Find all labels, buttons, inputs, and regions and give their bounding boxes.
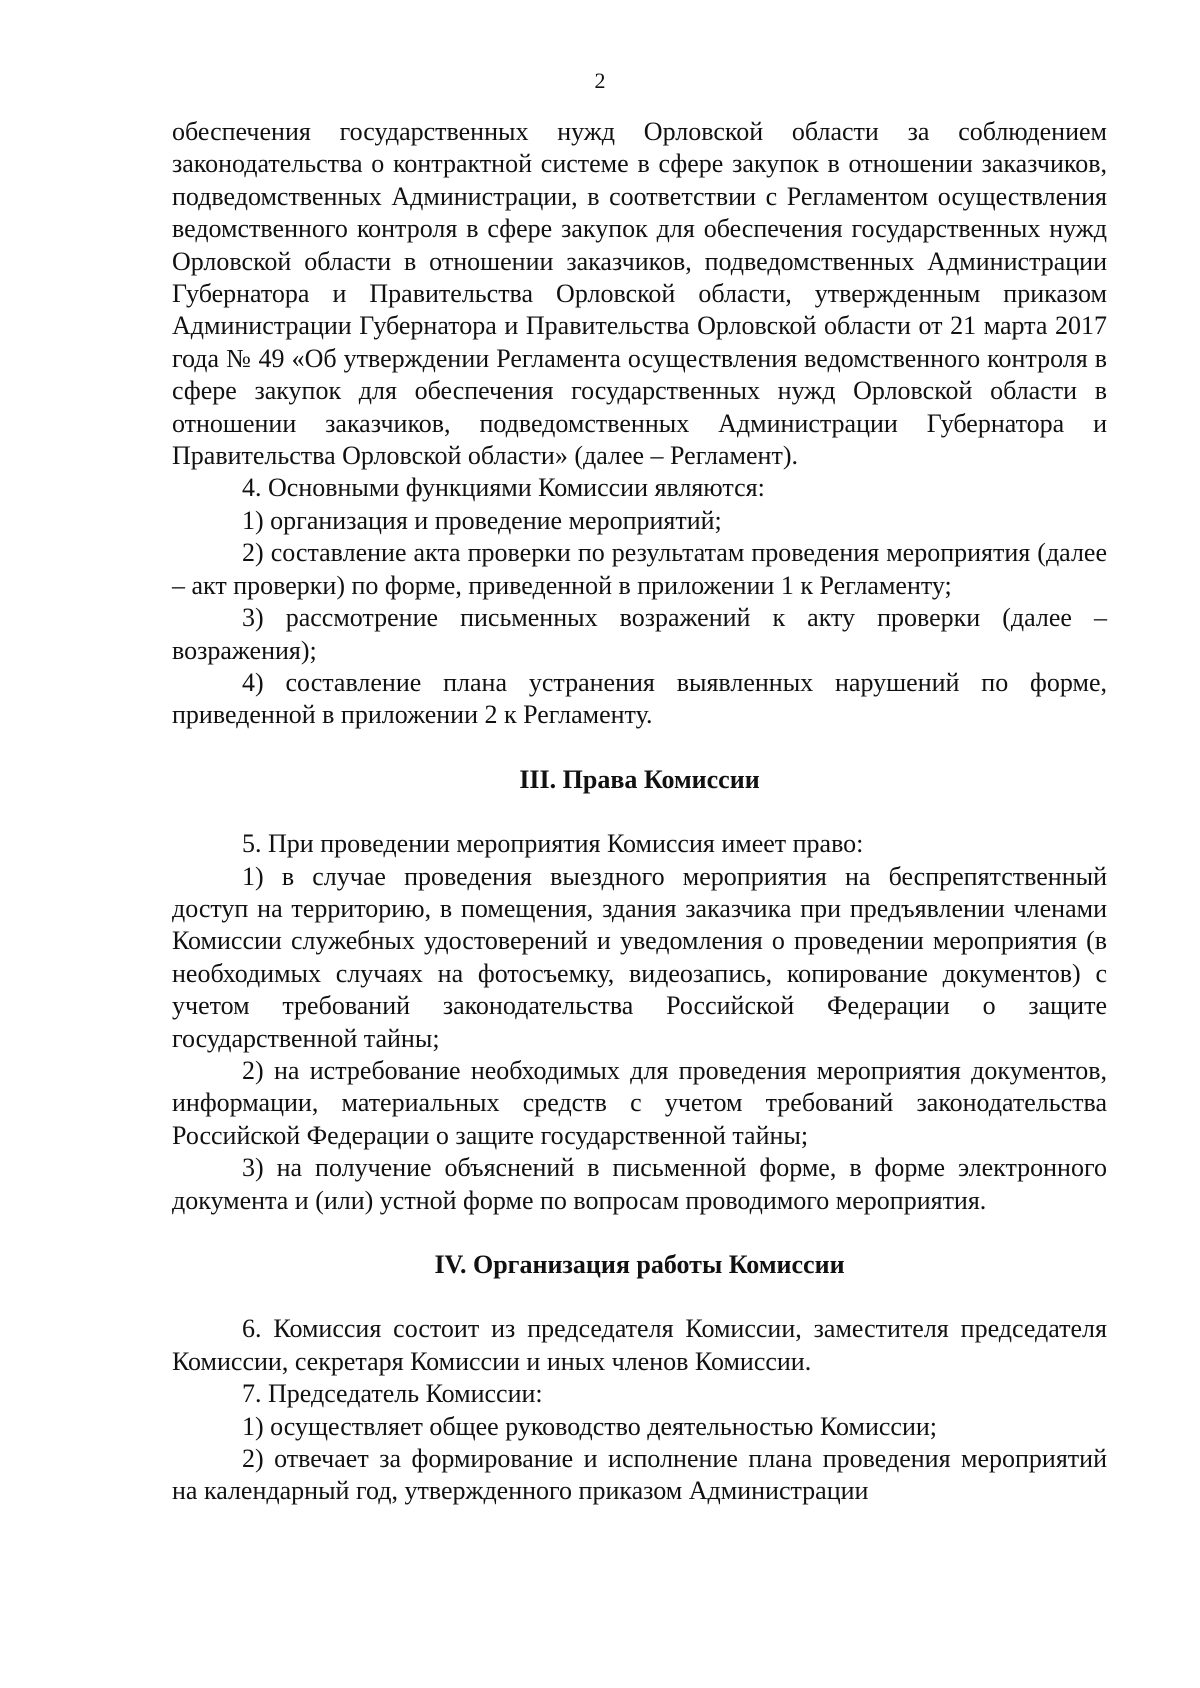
paragraph: 7. Председатель Комиссии: xyxy=(242,1379,543,1409)
paragraph: 2) составление акта проверки по результатам проведения мероприятия (далее – акт проверки) по форме, приведенной в приложении 1 к Регламенту; xyxy=(172,538,1107,600)
paragraph: 1) организация и проведение мероприятий; xyxy=(242,505,722,535)
paragraph: 3) рассмотрение письменных возражений к акту проверки (далее – возражения); xyxy=(172,603,1107,665)
section-heading-rights: III. Права Комиссии xyxy=(519,764,760,794)
paragraph: 4) составление плана устранения выявленных нарушений по форме, приведенной в приложении 2 к Регламенту. xyxy=(172,667,1107,730)
paragraph: 4. Основными функциями Комиссии являются: xyxy=(242,473,765,503)
paragraph: 2) отвечает за формирование и исполнение плана проведения мероприятий на календарный год, утвержденного приказом Администрации xyxy=(172,1444,1107,1506)
paragraph: 1) в случае проведения выездного мероприятия на беспрепятственный доступ на территорию, в помещения, здания заказчика при предъявлении членами Комиссии служебных удостоверений и уведомления о проведении мероприятия (в необходимых случаях на фотосъемку, видеозапись, копирование документов) с учетом требований законодательства Российской Федерации о защите государственной тайны; xyxy=(172,861,1107,1053)
paragraph: обеспечения государственных нужд Орловской области за соблюдением законодательства о контрактной системе в сфере закупок в отношении заказчиков, подведомственных Администрации, в соответствии с Регламентом осуществления ведомственного контроля в сфере закупок для обеспечения государственных нужд Орловской области в отношении заказчиков, подведомственных Администрации Губернатора и Правительства Орловской области, утвержденным приказом Администрации Губернатора и Правительства Орловской области от 21 марта 2017 года № 49 «Об утверждении Регламента осуществления ведомственного контроля в сфере закупок для обеспечения государственных нужд Орловской области в отношении заказчиков, подведомственных Администрации Губернатора и Правительства Орловской области» (далее – Регламент). xyxy=(172,117,1107,471)
paragraph: 2) на истребование необходимых для проведения мероприятия документов, информации, материальных средств с учетом требований законодательства Российской Федерации о защите государственной тайны; xyxy=(172,1055,1107,1150)
paragraph: 1) осуществляет общее руководство деятельностью Комиссии; xyxy=(242,1411,938,1441)
paragraph: 5. При проведении мероприятия Комиссия имеет право: xyxy=(242,829,864,859)
section-heading-organization: IV. Организация работы Комиссии xyxy=(434,1250,845,1279)
paragraph: 3) на получение объяснений в письменной форме, в форме электронного документа и (или) устной форме по вопросам проводимого мероприятия. xyxy=(172,1153,1107,1215)
paragraph: 6. Комиссия состоит из председателя Комиссии, заместителя председателя Комиссии, секретаря Комиссии и иных членов Комиссии. xyxy=(172,1314,1107,1376)
page-number: 2 xyxy=(594,68,606,93)
document-body xyxy=(172,116,1107,1508)
